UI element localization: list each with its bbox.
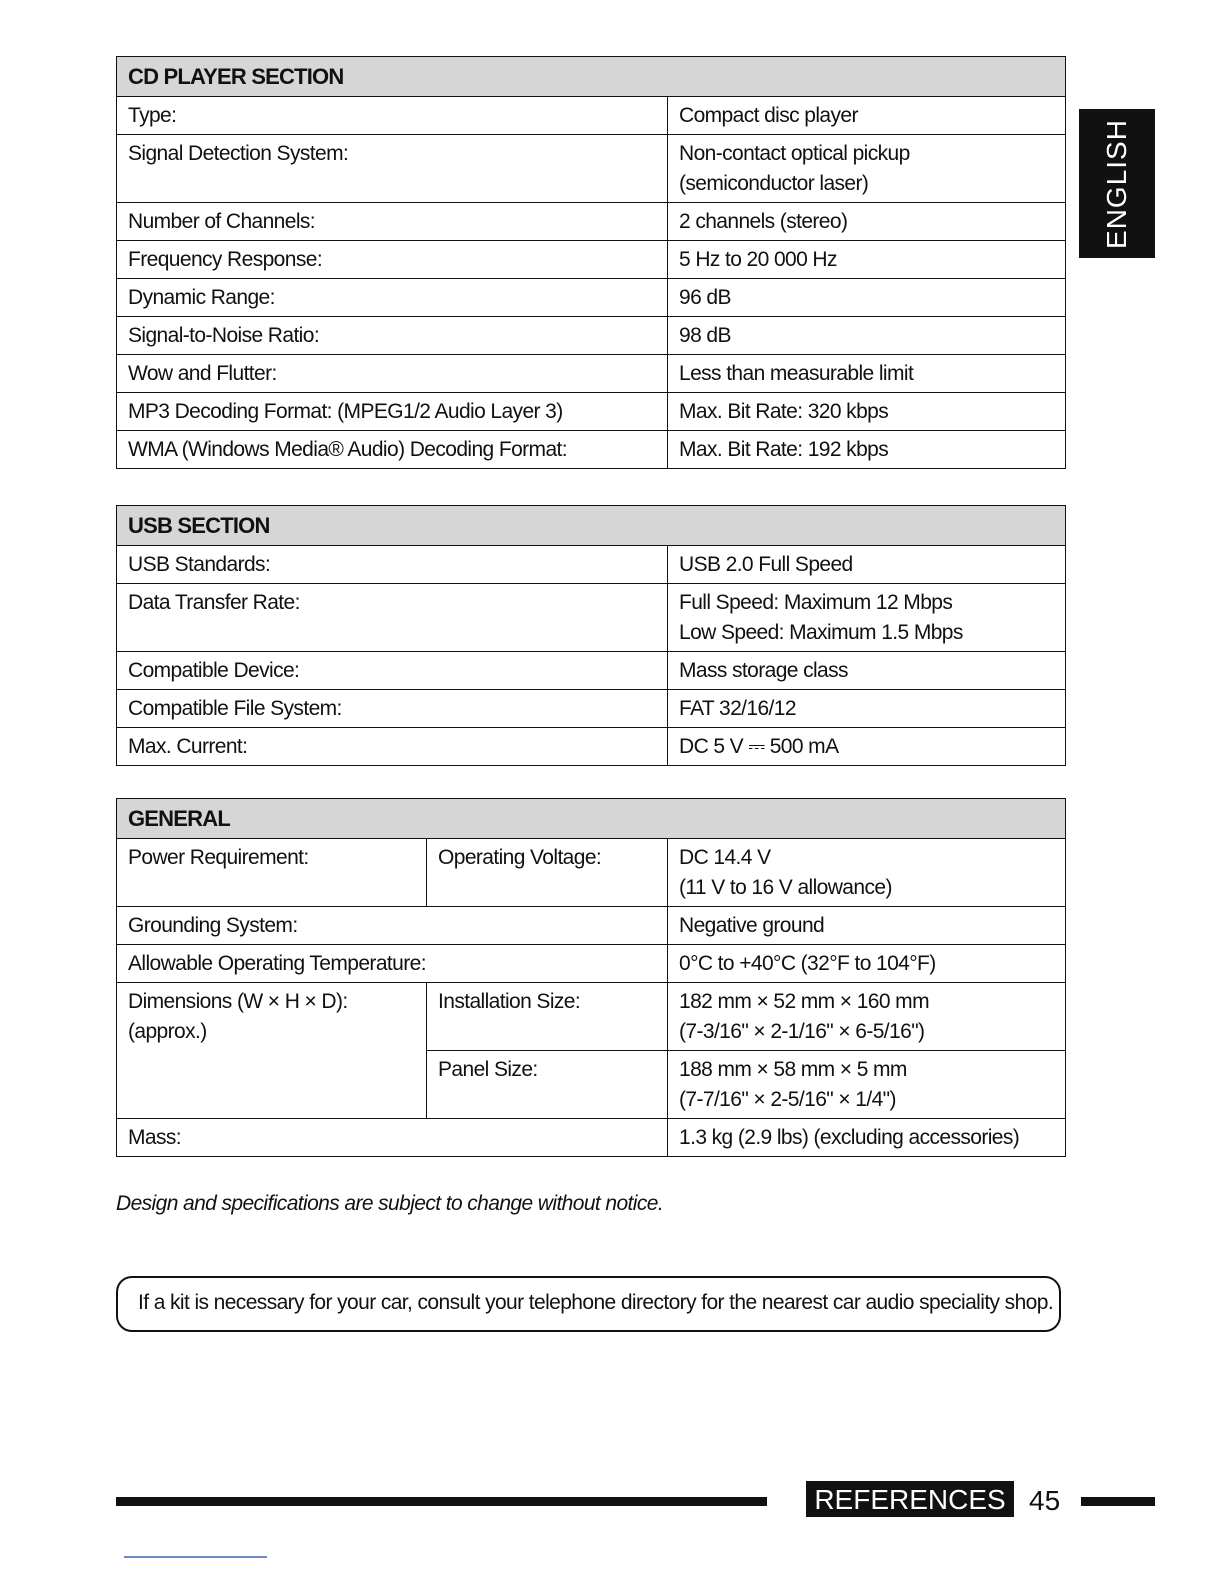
spec-label: Dynamic Range: — [117, 279, 668, 317]
spec-value — [668, 690, 1066, 728]
value-line: Low Speed: Maximum 1.5 Mbps — [679, 621, 963, 644]
spec-label: Max. Current: — [117, 728, 668, 766]
footer-rule-left — [116, 1497, 767, 1506]
value-line: Less than measurable limit — [679, 362, 914, 385]
grounding-value: Negative ground — [668, 907, 1066, 945]
table-row — [117, 945, 1066, 983]
table-row — [117, 135, 1066, 203]
spec-label: Type: — [117, 97, 668, 135]
table-row — [117, 279, 1066, 317]
value-line: (11 V to 16 V allowance) — [679, 876, 892, 899]
temperature-label: Allowable Operating Temperature: — [117, 945, 668, 983]
dimensions-label: Dimensions (W × H × D): (approx.) — [117, 983, 427, 1119]
spec-value — [668, 393, 1066, 431]
spec-value — [668, 584, 1066, 652]
value-line: 2 channels (stereo) — [679, 210, 848, 233]
value-line: 96 dB — [679, 286, 731, 309]
mass-label: Mass: — [117, 1119, 668, 1157]
value-line: (7-3/16" × 2-1/16" × 6-5/16") — [679, 1020, 925, 1043]
table-row — [117, 355, 1066, 393]
table-row — [117, 983, 1066, 1051]
spec-value — [668, 546, 1066, 584]
installation-size-value — [668, 983, 1066, 1051]
spec-value — [668, 431, 1066, 469]
table-row — [117, 690, 1066, 728]
spec-value — [668, 279, 1066, 317]
table-row — [117, 317, 1066, 355]
installation-size-label: Installation Size: — [427, 983, 668, 1051]
value-line: (semiconductor laser) — [679, 172, 869, 195]
table-row — [117, 546, 1066, 584]
language-tab — [1079, 109, 1155, 258]
value-line: DC 14.4 V — [679, 846, 771, 869]
spec-value — [668, 97, 1066, 135]
table-row — [117, 431, 1066, 469]
table-row — [117, 652, 1066, 690]
table-row — [117, 584, 1066, 652]
value-line: Compact disc player — [679, 104, 858, 127]
spec-label: Frequency Response: — [117, 241, 668, 279]
spec-value — [668, 241, 1066, 279]
table-row — [117, 907, 1066, 945]
usb-section-title: USB SECTION — [117, 506, 1066, 546]
kit-note-text: If a kit is necessary for your car, consult your telephone directory for the nearest car audio speciality shop. — [138, 1291, 1054, 1314]
spec-label: MP3 Decoding Format: (MPEG1/2 Audio Layer 3) — [117, 393, 668, 431]
spec-value — [668, 203, 1066, 241]
table-row — [117, 203, 1066, 241]
spec-label: Compatible File System: — [117, 690, 668, 728]
table-row — [117, 97, 1066, 135]
spec-value — [668, 355, 1066, 393]
spec-label: USB Standards: — [117, 546, 668, 584]
language-tab-label: ENGLISH — [1101, 118, 1132, 249]
temperature-value: 0°C to +40°C (32°F to 104°F) — [668, 945, 1066, 983]
value-line: FAT 32/16/12 — [679, 697, 796, 720]
general-section-title: GENERAL — [117, 799, 1066, 839]
value-line: Full Speed: Maximum 12 Mbps — [679, 591, 953, 614]
spec-label: WMA (Windows Media® Audio) Decoding Format: — [117, 431, 668, 469]
value-line: 98 dB — [679, 324, 731, 347]
table-row — [117, 728, 1066, 766]
value-line: Mass storage class — [679, 659, 848, 682]
footer-section-label: REFERENCES — [806, 1481, 1014, 1517]
section-header-row — [117, 799, 1066, 839]
section-header-row — [117, 57, 1066, 97]
value-line: 5 Hz to 20 000 Hz — [679, 248, 837, 271]
operating-voltage-value — [668, 839, 1066, 907]
grounding-label: Grounding System: — [117, 907, 668, 945]
spec-value — [668, 652, 1066, 690]
operating-voltage-label: Operating Voltage: — [427, 839, 668, 907]
panel-size-value — [668, 1051, 1066, 1119]
mass-value: 1.3 kg (2.9 lbs) (excluding accessories) — [668, 1119, 1066, 1157]
table-row — [117, 241, 1066, 279]
value-line: 182 mm × 52 mm × 160 mm — [679, 990, 929, 1013]
value-line: Max. Bit Rate: 320 kbps — [679, 400, 889, 423]
specifications-notice: Design and specifications are subject to change without notice. — [116, 1192, 664, 1215]
cd-section-title: CD PLAYER SECTION — [117, 57, 1066, 97]
spec-value — [668, 317, 1066, 355]
spec-label: Signal Detection System: — [117, 135, 668, 203]
table-row — [117, 1119, 1066, 1157]
footer-rule-right — [1081, 1497, 1155, 1506]
spec-label: Number of Channels: — [117, 203, 668, 241]
value-line: Max. Bit Rate: 192 kbps — [679, 438, 889, 461]
general-spec-table — [116, 798, 1066, 1157]
power-requirement-label: Power Requirement: — [117, 839, 427, 907]
value-line: 188 mm × 58 mm × 5 mm — [679, 1058, 907, 1081]
spec-value — [668, 135, 1066, 203]
spec-label: Data Transfer Rate: — [117, 584, 668, 652]
spec-label: Signal-to-Noise Ratio: — [117, 317, 668, 355]
spec-label: Wow and Flutter: — [117, 355, 668, 393]
usb-spec-table — [116, 505, 1066, 766]
section-header-row — [117, 506, 1066, 546]
value-line: (7-7/16" × 2-5/16" × 1/4") — [679, 1088, 896, 1111]
cd-player-spec-table — [116, 56, 1066, 469]
panel-size-label: Panel Size: — [427, 1051, 668, 1119]
value-line: Non-contact optical pickup — [679, 142, 910, 165]
spec-value — [668, 728, 1066, 766]
table-row — [117, 839, 1066, 907]
value-line: DC 5 V ⎓ 500 mA — [679, 735, 839, 758]
page-number: 45 — [1029, 1485, 1061, 1516]
kit-note-box — [116, 1276, 1061, 1332]
scan-artifact-line — [124, 1556, 267, 1558]
spec-label: Compatible Device: — [117, 652, 668, 690]
table-row — [117, 393, 1066, 431]
value-line: USB 2.0 Full Speed — [679, 553, 853, 576]
